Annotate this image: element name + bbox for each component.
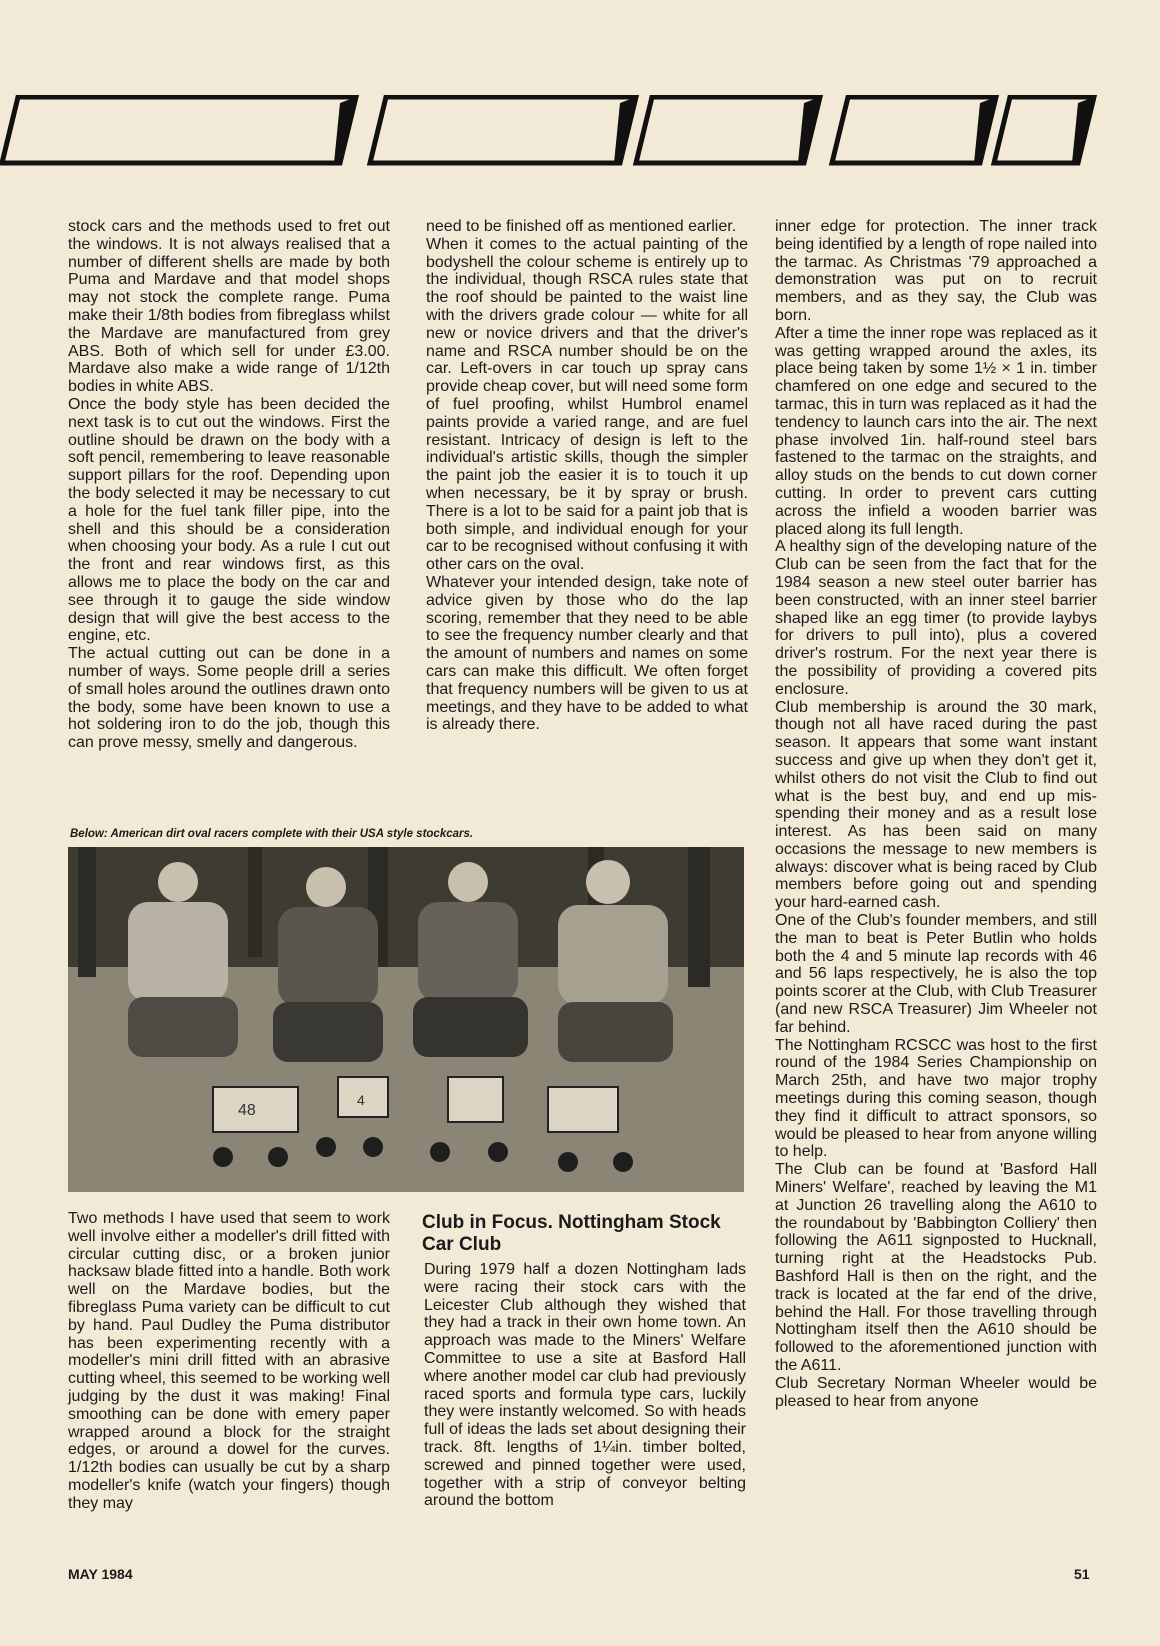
car-number-4: 4 <box>357 1092 365 1108</box>
photo-illustration <box>68 847 744 1192</box>
article-column-1-bottom: Two methods I have used that seem to work well involve either a modeller's drill fitted with circular cutting disc, or a broken junior hacksaw blade fitted into a handle. Both work well on the Mardave bodies, but the fibreglass Puma variety can be difficult to cut by hand. Paul Dudley the Puma distributor has been experimenting recently with a modeller's mini drill fitted with an abrasive cutting wheel, this seemed to be working well judging by the dust it was making! Final smoothing can be done with emery paper wrapped around a block for the straight edges, or around a dowel for the curves. 1/12th bodies can usually be cut by a sharp modeller's knife (watch your fingers) though they may <box>68 1210 390 1512</box>
article-column-2-bottom: During 1979 half a dozen Nottingham lads were racing their stock cars with the Leicester Club although they wished that they had a track in their own home town. An approach was made to the Miners' Welfare Committee to use a site at Basford Hall where another model car club had previously raced sports and formula type cars, luckily they were instantly welcomed. So with heads full of ideas the lads set about designing their track. 8ft. lengths of 1¼in. timber bolted, screwed and pinned together were used, together with a strip of conveyor belting around the bottom <box>424 1261 746 1510</box>
footer-issue-date: MAY 1984 <box>68 1566 133 1582</box>
photo-caption: Below: American dirt oval racers complete with their USA style stockcars. <box>70 828 474 840</box>
article-column-3: inner edge for protection. The inner track being identified by a length of rope nailed into the tarmac. As Christmas '79 approached a demonstration was put on to recruit members, and as they say, the Club was born. After a time the inner rope was replaced as it was getting wrapped around the axles, its place being taken by some 1½ × 1 in. timber chamfered on one edge and secured to the tarmac, this in turn was replaced as it had the tendency to launch cars into the air. The next phase involved 1in. half-round steel bars fastened to the tarmac on the straights, and alloy studs on the bends to cut down corner cutting. In order to prevent cars cutting across the infield a wooden barrier was placed along its full length. A healthy sign of the developing nature of the Club can be seen from the fact that for the 1984 season a new steel outer barrier has been constructed, with an inner steel barrier shaped like an egg timer (to provide laybys for drivers to pull into), plus a covered driver's rostrum. For the next year there is the possibility of providing a covered pits enclosure. Club membership is around the 30 mark, though not all have raced during the past season. It appears that some want instant success and give up when they don't get it, whilst others do not visit the Club to find out what is the best buy, and end up mis-spending their money and as a result lose interest. As has been said on many occasions the message to new members is always: discover what is being raced by Club members before going out and spending your hard-earned cash. One of the Club's founder members, and still the man to beat is Peter Butlin who holds both the 4 and 5 minute lap records with 46 and 56 laps respectively, he is also the top points scorer at the Club, with Club Treasurer (and new RSCA Treasurer) Jim Wheeler not far behind. The Nottingham RCSCC was host to the first round of the 1984 Series Championship on March 25th, and have two major trophy meetings during this coming season, though they find it difficult to attract sponsors, so would be pleased to hear from anyone willing to help. The Club can be found at 'Basford Hall Miners' Welfare', reached by leaving the M1 at Junction 26 travelling along the A610 to the roundabout by 'Babbington Colliery' then following the A611 signposted to Hucknall, turning right at the Headstocks Pub. Bashford Hall is then on the right, and the track is located at the far end of the drive, behind the Hall. For those travelling through Nottingham itself then the A610 should be followed to the aforementioned junction with the A611. Club Secretary Norman Wheeler would be pleased to hear from anyone <box>775 218 1098 1410</box>
article-column-1-top: stock cars and the methods used to fret out the windows. It is not always realised that a number of different shells are made by both Puma and Mardave and that model shops may not stock the complete range. Puma make their 1/8th bodies from fibreglass whilst the Mardave are manufactured from grey ABS. Both of which sell for under £3.00. Mardave also make a wide range of 1/12th bodies in white ABS. Once the body style has been decided the next task is to cut out the windows. First the outline should be drawn on the body with a soft pencil, remembering to leave reasonable support pillars for the roof. Depending upon the body selected it may be necessary to cut a hole for the fuel tank filler pipe, into the shell and this should be a consideration when choosing your body. As a rule I cut out the front and rear windows first, as this allows me to place the body on the car and see through it to gauge the side window design that will give the best access to the engine, etc. The actual cutting out can be done in a number of ways. Some people drill a series of small holes around the outlines drawn onto the body, some have been known to use a hot soldering iron to do the job, though this can prove messy, smelly and dangerous. <box>68 218 390 752</box>
section-heading: Club in Focus. Nottingham Stock Car Club <box>422 1212 721 1255</box>
article-column-2-top: need to be finished off as mentioned earlier. When it comes to the actual painting of the bodyshell the colour scheme is entirely up to the individual, though RSCA rules state that the roof should be painted to the waist line with the drivers grade colour — white for all new or novice drivers and that the driver's name and RSCA number should be on the car. Left-overs in car touch up spray cans provide cheap cover, but will need some form of fuel proofing, whilst Humbrol enamel paints provide a varied range, and are fuel resistant. Intricacy of design is left to the individual's artistic skills, though the simpler the paint job the easier it is to touch it up when necessary, be it by spray or brush. There is a lot to be said for a paint job that is both simple, and individual enough for your car to be recognised without confusing it with other cars on the oval. Whatever your intended design, take note of advice given by those who do the lap scoring, remember that they need to be able to see the frequency number clearly and that the amount of numbers and names on some cars can make this difficult. We often forget that frequency numbers will be given to us at meetings, and they have to be added to what is already there. <box>426 218 748 734</box>
car-number-48: 48 <box>238 1102 256 1119</box>
photo-stockcar-racers <box>68 847 744 1192</box>
header-decorative-boxes <box>0 95 1160 167</box>
footer-page-number: 51 <box>1074 1566 1090 1582</box>
